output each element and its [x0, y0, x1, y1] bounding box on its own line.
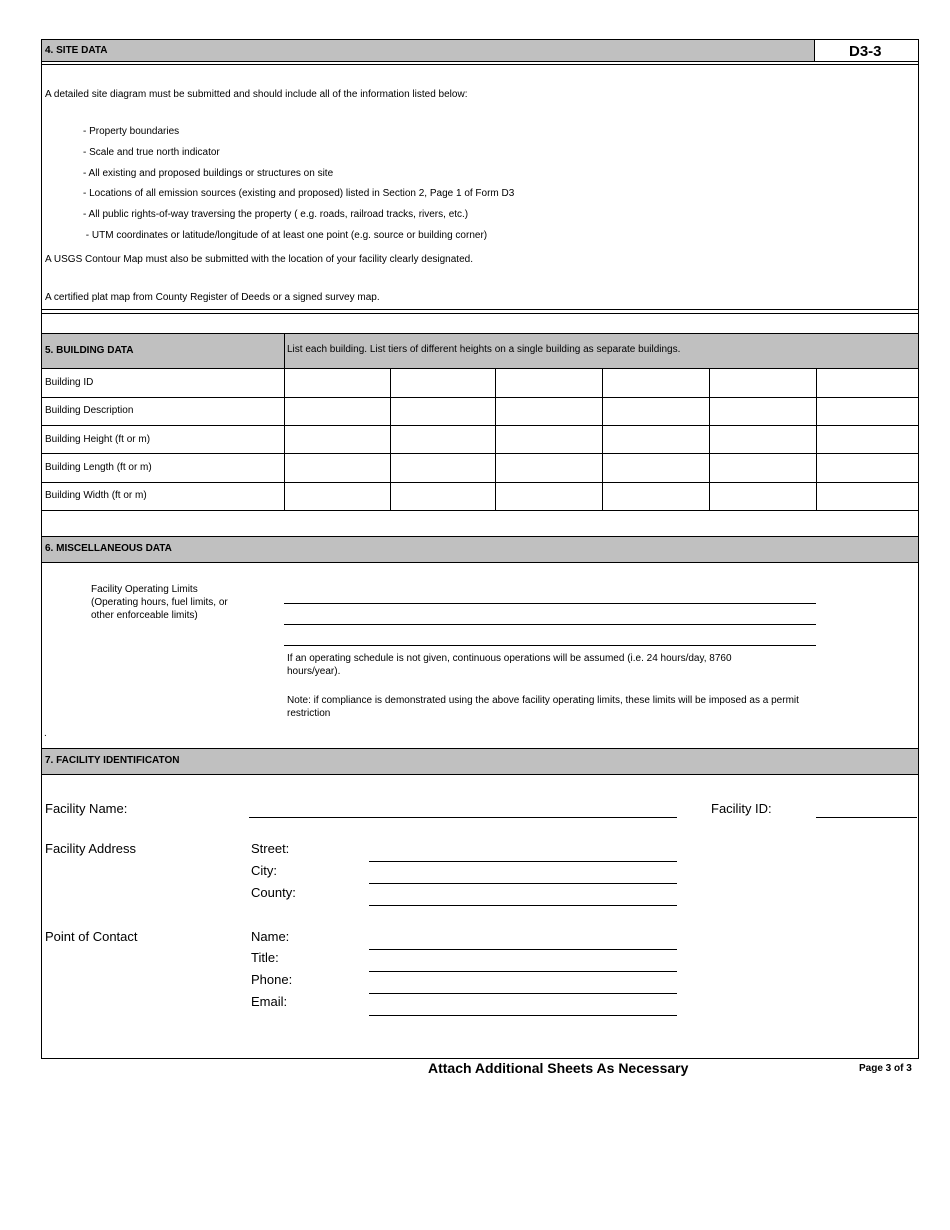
- site-data-header: [42, 40, 814, 61]
- contact-name-label: Name:: [251, 929, 290, 944]
- row-label: Building Height (ft or m): [45, 434, 151, 445]
- site-item: - All public rights-of-way traversing the property ( e.g. roads, railroad tracks, rivers, etc.): [83, 209, 469, 220]
- street-field[interactable]: [369, 845, 677, 862]
- row-label: Building Length (ft or m): [45, 462, 152, 473]
- building-cell[interactable]: [286, 370, 389, 396]
- email-field[interactable]: [369, 999, 677, 1016]
- compliance-note: Note: if compliance is demonstrated using the above facility operating limits, these limits will be imposed as a permit restriction: [287, 695, 799, 719]
- building-cell[interactable]: [497, 427, 601, 452]
- form-code: D3-3: [849, 43, 882, 60]
- facility-name-label: Facility Name:: [45, 801, 128, 816]
- building-cell[interactable]: [497, 370, 601, 396]
- building-cell[interactable]: [604, 370, 708, 396]
- site-item: - Property boundaries: [83, 126, 180, 137]
- building-cell[interactable]: [604, 455, 708, 481]
- email-label: Email:: [251, 994, 288, 1009]
- facility-address-label: Facility Address: [45, 841, 137, 856]
- city-label: City:: [251, 863, 277, 878]
- phone-field[interactable]: [369, 977, 677, 994]
- building-cell[interactable]: [392, 370, 494, 396]
- limits-input-line[interactable]: [284, 610, 816, 625]
- street-label: Street:: [251, 841, 290, 856]
- facility-id-label: Facility ID:: [711, 801, 772, 816]
- facility-id-field[interactable]: [816, 800, 917, 818]
- building-cell[interactable]: [604, 484, 708, 509]
- site-data-intro: A detailed site diagram must be submitted and should include all of the information listed below:: [45, 89, 468, 100]
- usgs-note: A USGS Contour Map must also be submitted with the location of your facility clearly designated.: [45, 254, 473, 265]
- building-cell[interactable]: [818, 427, 917, 452]
- page-number: Page 3 of 3: [859, 1063, 912, 1074]
- limits-label: Facility Operating Limits: [91, 584, 198, 595]
- building-cell[interactable]: [711, 399, 815, 424]
- building-cell[interactable]: [286, 399, 389, 424]
- site-item: - Locations of all emission sources (existing and proposed) listed in Section 2, Page 1 of Form D3: [83, 188, 515, 199]
- building-cell[interactable]: [392, 484, 494, 509]
- facility-name-field[interactable]: [249, 800, 677, 818]
- limits-label: (Operating hours, fuel limits, or: [91, 597, 228, 608]
- building-cell[interactable]: [818, 370, 917, 396]
- building-cell[interactable]: [286, 484, 389, 509]
- building-cell[interactable]: [392, 455, 494, 481]
- facility-id-title: 7. FACILITY IDENTIFICATON: [45, 755, 180, 766]
- building-cell[interactable]: [392, 399, 494, 424]
- contact-title-field[interactable]: [369, 955, 677, 972]
- county-field[interactable]: [369, 889, 677, 906]
- misc-data-title: 6. MISCELLANEOUS DATA: [45, 543, 172, 554]
- row-label: Building Description: [45, 405, 134, 416]
- misc-dot: .: [44, 728, 47, 739]
- building-cell[interactable]: [818, 399, 917, 424]
- contact-title-label: Title:: [251, 950, 279, 965]
- building-cell[interactable]: [711, 455, 815, 481]
- phone-label: Phone:: [251, 972, 293, 987]
- row-label: Building ID: [45, 377, 94, 388]
- site-item: - UTM coordinates or latitude/longitude of at least one point (e.g. source or building corner): [83, 230, 488, 241]
- point-of-contact-label: Point of Contact: [45, 929, 138, 944]
- building-cell[interactable]: [497, 484, 601, 509]
- site-item: - All existing and proposed buildings or structures on site: [83, 168, 334, 179]
- building-cell[interactable]: [392, 427, 494, 452]
- building-cell[interactable]: [711, 484, 815, 509]
- building-cell[interactable]: [286, 455, 389, 481]
- limits-input-line[interactable]: [284, 630, 816, 646]
- plat-note: A certified plat map from County Register of Deeds or a signed survey map.: [45, 292, 380, 303]
- limits-label: other enforceable limits): [91, 610, 198, 621]
- building-cell[interactable]: [818, 455, 917, 481]
- building-cell[interactable]: [604, 427, 708, 452]
- site-item: - Scale and true north indicator: [83, 147, 220, 158]
- building-cell[interactable]: [711, 427, 815, 452]
- building-cell[interactable]: [604, 399, 708, 424]
- building-data-instruction: List each building. List tiers of different heights on a single building as separate buildings.: [287, 344, 681, 355]
- building-cell[interactable]: [497, 399, 601, 424]
- site-data-title: 4. SITE DATA: [45, 45, 108, 56]
- attach-sheets-note: Attach Additional Sheets As Necessary: [428, 1060, 689, 1076]
- building-cell[interactable]: [711, 370, 815, 396]
- building-cell[interactable]: [286, 427, 389, 452]
- city-field[interactable]: [369, 867, 677, 884]
- schedule-note: If an operating schedule is not given, continuous operations will be assumed (i.e. 24 hours/day, 8760 hours/year).: [287, 653, 732, 677]
- misc-data-header: [42, 537, 918, 562]
- limits-input-line[interactable]: [284, 588, 816, 604]
- building-cell[interactable]: [497, 455, 601, 481]
- county-label: County:: [251, 885, 296, 900]
- building-data-title: 5. BUILDING DATA: [45, 345, 134, 356]
- contact-name-field[interactable]: [369, 933, 677, 950]
- row-label: Building Width (ft or m): [45, 490, 147, 501]
- building-cell[interactable]: [818, 484, 917, 509]
